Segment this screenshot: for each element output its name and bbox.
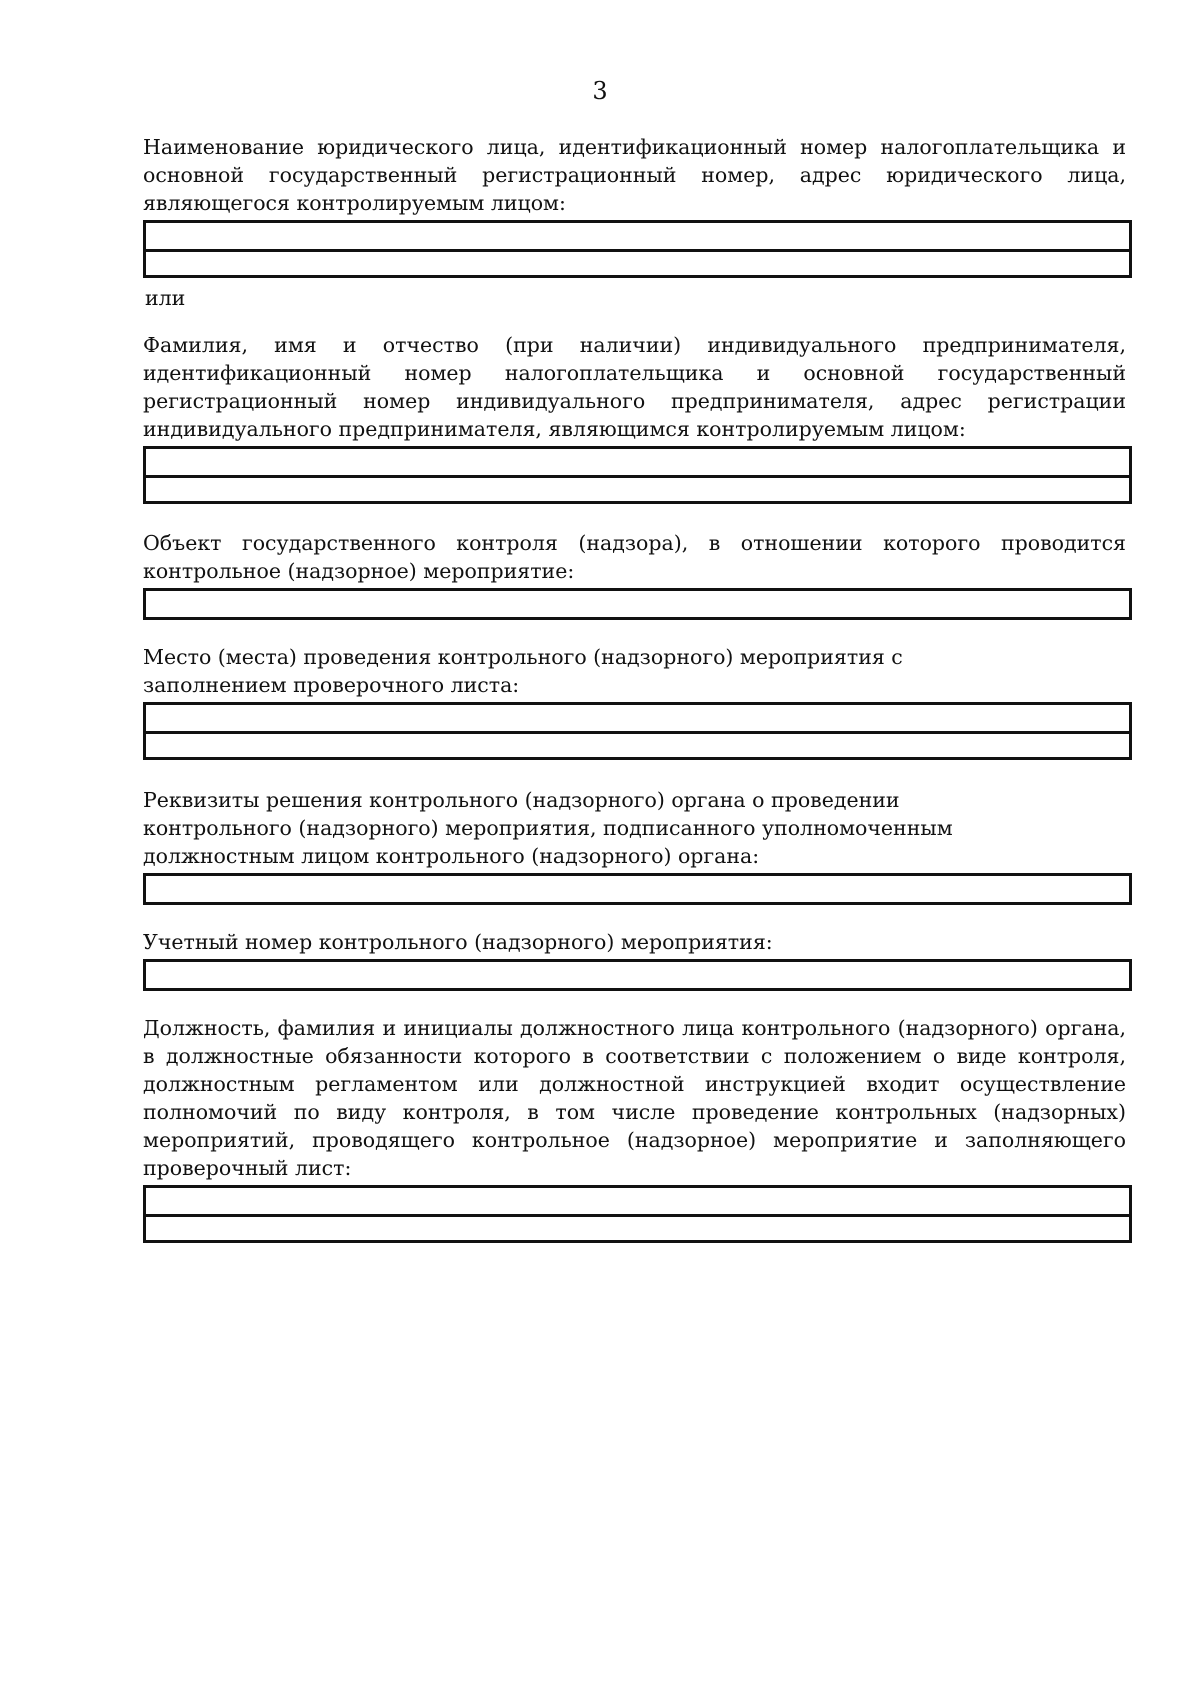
official-field-row-1[interactable] [146, 1188, 1129, 1214]
registration-number-label: Учетный номер контрольного (надзорного) мероприятия: [143, 930, 773, 954]
legal-entity-field-row-1[interactable] [146, 223, 1129, 249]
control-object-field[interactable] [143, 588, 1132, 620]
control-object-section [143, 529, 1126, 620]
entrepreneur-field-row-1[interactable] [146, 449, 1129, 475]
registration-number-field-row-1[interactable] [146, 962, 1129, 988]
decision-details-field-row-1[interactable] [146, 876, 1129, 902]
official-field[interactable] [143, 1185, 1132, 1243]
legal-entity-label: Наименование юридического лица, идентификационный номер налогоплательщика и основной государственный регистрационный номер, адрес юридического лица, являющегося контролируемым лицом: [143, 135, 1126, 215]
control-object-field-row-1[interactable] [146, 591, 1129, 617]
control-object-label: Объект государственного контроля (надзора), в отношении которого проводится контрольное (надзорное) мероприятие: [143, 531, 1126, 583]
legal-entity-field[interactable] [143, 220, 1132, 278]
registration-number-field[interactable] [143, 959, 1132, 991]
inspection-place-section [143, 643, 1126, 760]
inspection-place-field-row-1[interactable] [146, 705, 1129, 731]
inspection-place-field[interactable] [143, 702, 1132, 760]
inspection-place-label: Место (места) проведения контрольного (надзорного) мероприятия с заполнением проверочного листа: [143, 645, 903, 697]
official-section [143, 1014, 1126, 1243]
entrepreneur-field-row-2[interactable] [146, 475, 1129, 501]
official-label: Должность, фамилия и инициалы должностного лица контрольного (надзорного) органа, в должностные обязанности которого в соответствии с положением о виде контроля, должностным регламентом или должностной инструкцией входит осуществление полномочий по виду контроля, в том числе проведение контрольных (надзорных) мероприятий, проводящего контрольное (надзорное) мероприятие и заполняющего проверочный лист: [143, 1016, 1126, 1180]
entrepreneur-label: Фамилия, имя и отчество (при наличии) индивидуального предпринимателя, идентификационный номер налогоплательщика и основной государственный регистрационный номер индивидуального предпринимателя, адрес регистрации индивидуального предпринимателя, являющимся контролируемым лицом: [143, 333, 1126, 441]
or-label: или [145, 286, 186, 310]
official-field-row-2[interactable] [146, 1214, 1129, 1240]
decision-details-section [143, 786, 1126, 905]
legal-entity-section [143, 133, 1126, 312]
registration-number-section [143, 928, 1126, 991]
page-number: 3 [592, 77, 608, 105]
legal-entity-field-row-2[interactable] [146, 249, 1129, 275]
entrepreneur-section [143, 331, 1126, 504]
inspection-place-field-row-2[interactable] [146, 731, 1129, 757]
entrepreneur-field[interactable] [143, 446, 1132, 504]
decision-details-label: Реквизиты решения контрольного (надзорного) органа о проведении контрольного (надзорного) мероприятия, подписанного уполномоченным должностным лицом контрольного (надзорного) органа: [143, 788, 953, 868]
decision-details-field[interactable] [143, 873, 1132, 905]
